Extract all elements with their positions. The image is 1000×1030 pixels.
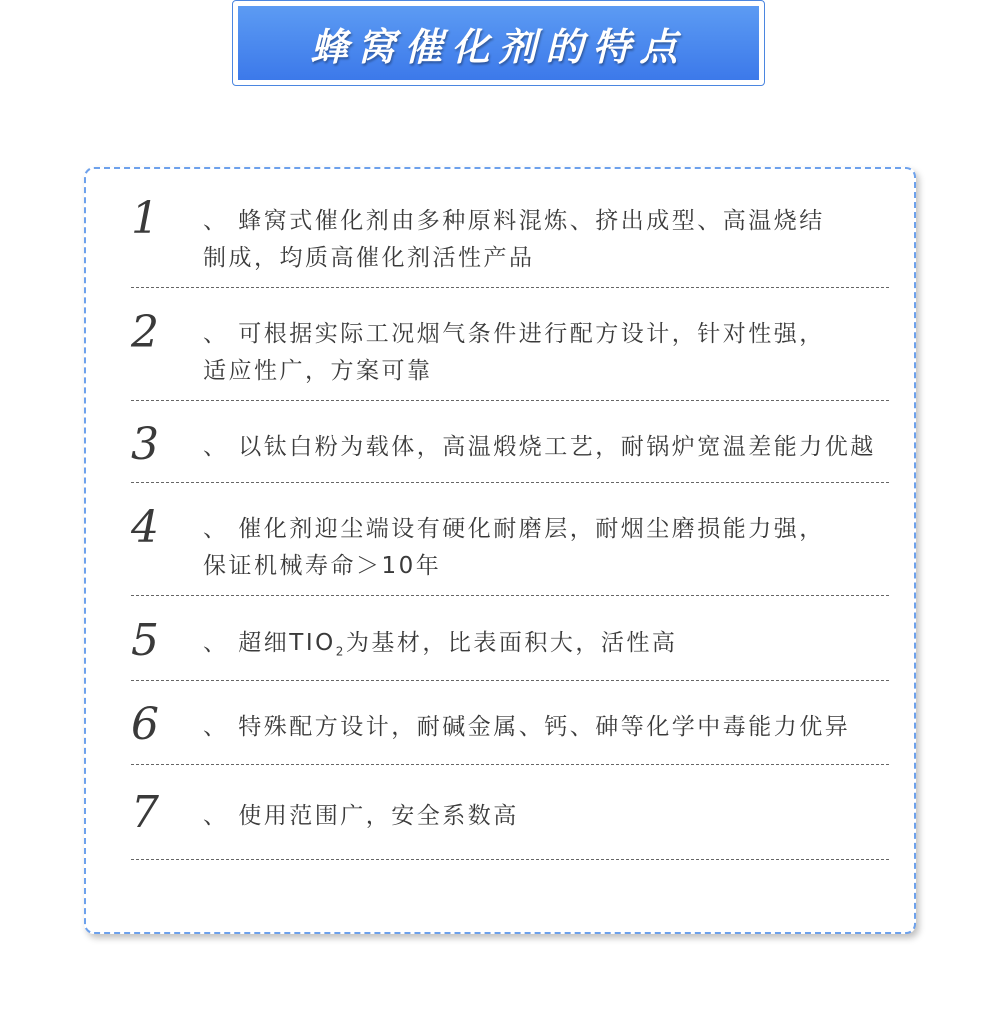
title-banner xyxy=(232,0,765,86)
feature-text-part: 、 超细TIO xyxy=(203,630,336,656)
feature-text: 、 催化剂迎尘端设有硬化耐磨层，耐烟尘磨损能力强， 保证机械寿命＞10年 xyxy=(203,516,825,579)
feature-number: 2 xyxy=(131,307,159,358)
feature-text-part: 为基材，比表面积大，活性高 xyxy=(345,630,678,656)
feature-text xyxy=(203,625,903,671)
feature-number: 4 xyxy=(131,502,159,553)
subscript: 2 xyxy=(335,644,346,659)
feature-text: 、 可根据实际工况烟气条件进行配方设计，针对性强， 适应性广，方案可靠 xyxy=(203,321,825,384)
feature-text: 、 蜂窝式催化剂由多种原料混炼、挤出成型、高温烧结 制成，均质高催化剂活性产品 xyxy=(203,208,825,271)
divider xyxy=(131,764,889,765)
feature-text: 、 特殊配方设计，耐碱金属、钙、砷等化学中毒能力优异 xyxy=(203,714,851,740)
feature-number: 1 xyxy=(131,193,159,244)
feature-number: 5 xyxy=(131,615,159,666)
divider xyxy=(131,595,889,596)
feature-number: 6 xyxy=(131,699,159,750)
feature-text: 、 以钛白粉为载体，高温煅烧工艺，耐锅炉宽温差能力优越 xyxy=(203,434,876,460)
page-title: 蜂窝催化剂的特点 xyxy=(310,24,687,69)
divider xyxy=(131,400,889,401)
divider xyxy=(131,287,889,288)
feature-text: 、 使用范围广，安全系数高 xyxy=(203,803,519,829)
feature-number: 7 xyxy=(131,787,159,838)
divider xyxy=(131,482,889,483)
divider xyxy=(131,859,889,860)
divider xyxy=(131,680,889,681)
title-box xyxy=(238,6,759,80)
feature-number: 3 xyxy=(131,419,159,470)
features-card xyxy=(84,167,916,934)
